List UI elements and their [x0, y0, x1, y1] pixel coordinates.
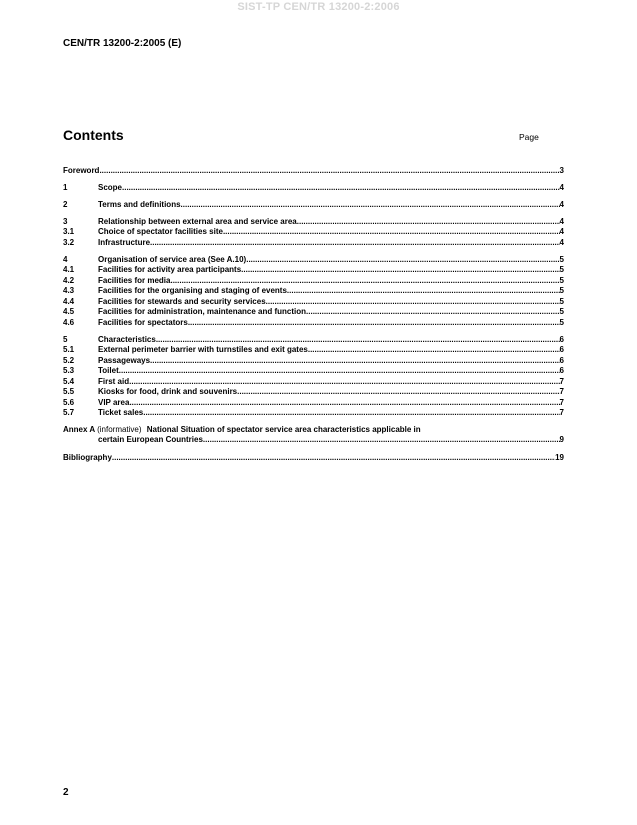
dot-leader — [150, 238, 560, 248]
toc-entry[interactable] — [63, 216, 564, 227]
toc-entry-page: 5 — [559, 317, 564, 327]
toc-entry-page: 4 — [559, 199, 564, 209]
toc-entry-page: 4 — [559, 237, 564, 247]
annex-page: 9 — [559, 435, 564, 444]
toc-entry[interactable] — [63, 265, 564, 276]
dot-leader — [129, 377, 559, 387]
toc-entry-page: 5 — [559, 307, 564, 316]
toc-entry-page: 6 — [559, 334, 564, 344]
toc-entry-number: 1 — [63, 182, 68, 192]
toc-entry-page: 6 — [559, 345, 564, 354]
toc-entry[interactable] — [63, 397, 564, 408]
dot-leader — [188, 318, 560, 328]
toc-entry-title: Facilities for the organising and staging of events — [98, 286, 287, 295]
toc-entry-page: 6 — [559, 355, 564, 365]
table-of-contents — [63, 165, 564, 463]
dot-leader — [129, 398, 559, 408]
toc-entry-number: 5.3 — [63, 366, 75, 375]
toc-entry-number: 2 — [63, 199, 68, 209]
toc-entry-number: 5.4 — [63, 376, 75, 386]
toc-entry-page: 5 — [559, 265, 564, 274]
toc-entry[interactable] — [63, 345, 564, 356]
toc-entry-title: Characteristics — [98, 334, 156, 344]
toc-entry-page: 5 — [559, 286, 564, 295]
document-id: CEN/TR 13200-2:2005 (E) — [63, 38, 182, 49]
toc-entry-number: 5.2 — [63, 355, 75, 365]
toc-entry-title: First aid — [98, 376, 130, 386]
toc-entry-number: 5 — [63, 334, 68, 344]
dot-leader — [287, 286, 560, 296]
toc-entry-title: Foreword — [63, 165, 100, 175]
annex-qualifier: (informative) — [97, 424, 142, 434]
page-column-label: Page — [519, 132, 539, 142]
toc-entry[interactable] — [63, 307, 564, 318]
toc-entry-number: 3.2 — [63, 237, 75, 247]
toc-entry-number: 5.6 — [63, 397, 75, 407]
dot-leader — [99, 166, 559, 176]
toc-entry-title: Terms and definitions — [98, 199, 181, 209]
toc-entry[interactable] — [63, 275, 564, 286]
dot-leader — [246, 255, 559, 265]
toc-entry-title: Infrastructure — [98, 237, 151, 247]
dot-leader — [119, 366, 560, 376]
dot-leader — [223, 227, 560, 237]
toc-entry[interactable] — [63, 165, 564, 176]
annex-title-line2: certain European Countries — [98, 435, 203, 444]
annex-title-line1: National Situation of spectator service area characteristics applicable in — [146, 424, 421, 434]
dot-leader — [156, 335, 560, 345]
toc-entry-title: Relationship between external area and service area — [98, 216, 297, 226]
dot-leader — [297, 217, 560, 227]
toc-entry-page: 3 — [559, 165, 564, 175]
toc-entry-page: 7 — [559, 397, 564, 407]
toc-entry-number: 4.6 — [63, 317, 75, 327]
toc-entry-number: 3 — [63, 216, 68, 226]
toc-entry-title: Facilities for stewards and security services — [98, 296, 266, 306]
toc-entry[interactable] — [63, 237, 564, 248]
dot-leader — [203, 435, 560, 446]
toc-entry[interactable] — [63, 334, 564, 345]
toc-entry[interactable] — [63, 408, 564, 419]
toc-entry-title: Choice of spectator facilities site — [98, 227, 223, 236]
contents-heading: Contents — [63, 127, 124, 143]
toc-entry-number: 3.1 — [63, 227, 75, 236]
toc-entry[interactable] — [63, 182, 564, 193]
dot-leader — [306, 307, 560, 317]
toc-entry-number: 4 — [63, 254, 68, 264]
toc-entry-title: Passageways — [98, 355, 151, 365]
toc-entry-title: Facilities for media — [98, 275, 171, 285]
toc-entry-page: 5 — [559, 296, 564, 306]
dot-leader — [241, 265, 559, 275]
toc-entry[interactable] — [63, 227, 564, 238]
toc-entry-title: External perimeter barrier with turnstiles and exit gates — [98, 345, 308, 354]
dot-leader — [150, 356, 560, 366]
toc-entry-page: 4 — [559, 227, 564, 236]
toc-entry-title: Facilities for activity area participants — [98, 265, 242, 274]
toc-annex-entry[interactable] — [63, 425, 564, 446]
toc-entry-number: 5.5 — [63, 387, 75, 396]
toc-entry-title: Facilities for spectators — [98, 317, 188, 327]
toc-entry[interactable] — [63, 199, 564, 210]
toc-entry-title: VIP area — [98, 397, 130, 407]
toc-entry-page: 4 — [559, 216, 564, 226]
toc-entry-page: 5 — [559, 254, 564, 264]
toc-entry-title: Ticket sales — [98, 408, 144, 417]
toc-entry[interactable] — [63, 387, 564, 398]
toc-entry[interactable] — [63, 366, 564, 377]
toc-entry-number: 4.2 — [63, 275, 75, 285]
bibliography-page: 19 — [555, 452, 564, 462]
bibliography-title: Bibliography — [63, 452, 112, 462]
toc-entry-number: 5.1 — [63, 345, 75, 354]
page-number: 2 — [63, 787, 69, 798]
toc-entry-number: 4.1 — [63, 265, 75, 274]
toc-entry[interactable] — [63, 286, 564, 297]
annex-label: Annex A — [63, 424, 95, 434]
toc-entry-title: Toilet — [98, 366, 119, 375]
toc-entry-page: 6 — [559, 366, 564, 375]
dot-leader — [308, 345, 560, 355]
dot-leader — [237, 387, 559, 397]
toc-entry-title: Facilities for administration, maintenance and function — [98, 307, 307, 316]
toc-entry-page: 4 — [559, 182, 564, 192]
toc-entry-title: Scope — [98, 182, 123, 192]
toc-entry[interactable] — [63, 317, 564, 328]
toc-entry[interactable] — [63, 376, 564, 387]
toc-entry[interactable] — [63, 254, 564, 265]
toc-entries — [63, 165, 564, 418]
dot-leader — [143, 408, 559, 418]
toc-entry[interactable] — [63, 355, 564, 366]
toc-entry-number: 4.4 — [63, 296, 75, 306]
dot-leader — [112, 453, 555, 463]
dot-leader — [266, 297, 560, 307]
toc-entry-page: 7 — [559, 387, 564, 396]
dot-leader — [122, 183, 560, 193]
toc-entry-number: 4.3 — [63, 286, 75, 295]
toc-entry-page: 7 — [559, 408, 564, 417]
toc-entry-number: 5.7 — [63, 408, 75, 417]
toc-entry-title: Kiosks for food, drink and souvenirs — [98, 387, 238, 396]
toc-bibliography-entry[interactable] — [63, 452, 564, 463]
toc-entry[interactable] — [63, 296, 564, 307]
dot-leader — [170, 276, 559, 286]
toc-entry-page: 5 — [559, 275, 564, 285]
toc-entry-page: 7 — [559, 376, 564, 386]
toc-entry-title: Organisation of service area (See A.10) — [98, 254, 247, 264]
watermark: SIST-TP CEN/TR 13200-2:2006 — [237, 1, 400, 13]
dot-leader — [181, 200, 560, 210]
toc-entry-number: 4.5 — [63, 307, 75, 316]
